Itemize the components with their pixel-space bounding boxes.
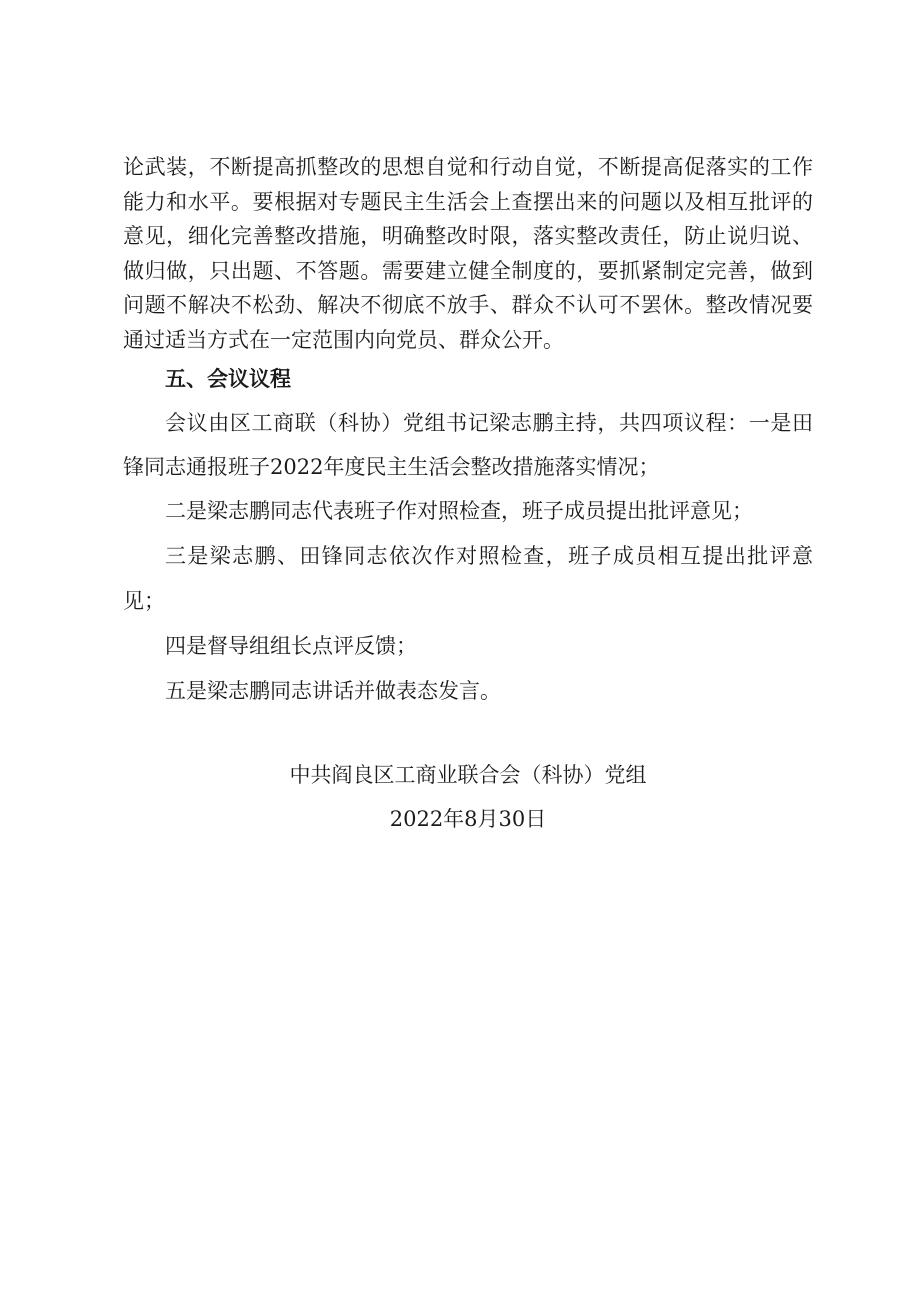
agenda-item-4: 四是督导组组长点评反馈； xyxy=(165,634,417,658)
signature-organization: 中共阎良区工商业联合会（科协）党组 xyxy=(289,763,647,787)
agenda-item-2: 二是梁志鹏同志代表班子作对照检查，班子成员提出批评意见； xyxy=(165,499,753,523)
agenda-item-5: 五是梁志鹏同志讲话并做表态发言。 xyxy=(165,679,501,703)
agenda-intro: 会议由区工商联（科协）党组书记梁志鹏主持，共四项议程：一是田锋同志通报班子2022年度民主生活会整改措施落实情况； xyxy=(123,411,813,479)
section-heading-agenda: 五、会议议程 xyxy=(165,367,291,391)
signature-date: 2022年8月30日 xyxy=(389,807,547,831)
document-body xyxy=(123,150,813,831)
paragraph-rectification: 论武装，不断提高抓整改的思想自觉和行动自觉，不断提高促落实的工作能力和水平。要根据对专题民主生活会上查摆出来的问题以及相互批评的意见，细化完善整改措施，明确整改时限，落实整改责任，防止说归说、做归做，只出题、不答题。需要建立健全制度的，要抓紧制定完善，做到问题不解决不松劲、解决不彻底不放手、群众不认可不罢休。整改情况要通过适当方式在一定范围内向党员、群众公开。 xyxy=(123,155,813,352)
agenda-item-3: 三是梁志鹏、田锋同志依次作对照检查，班子成员相互提出批评意见； xyxy=(123,544,813,613)
